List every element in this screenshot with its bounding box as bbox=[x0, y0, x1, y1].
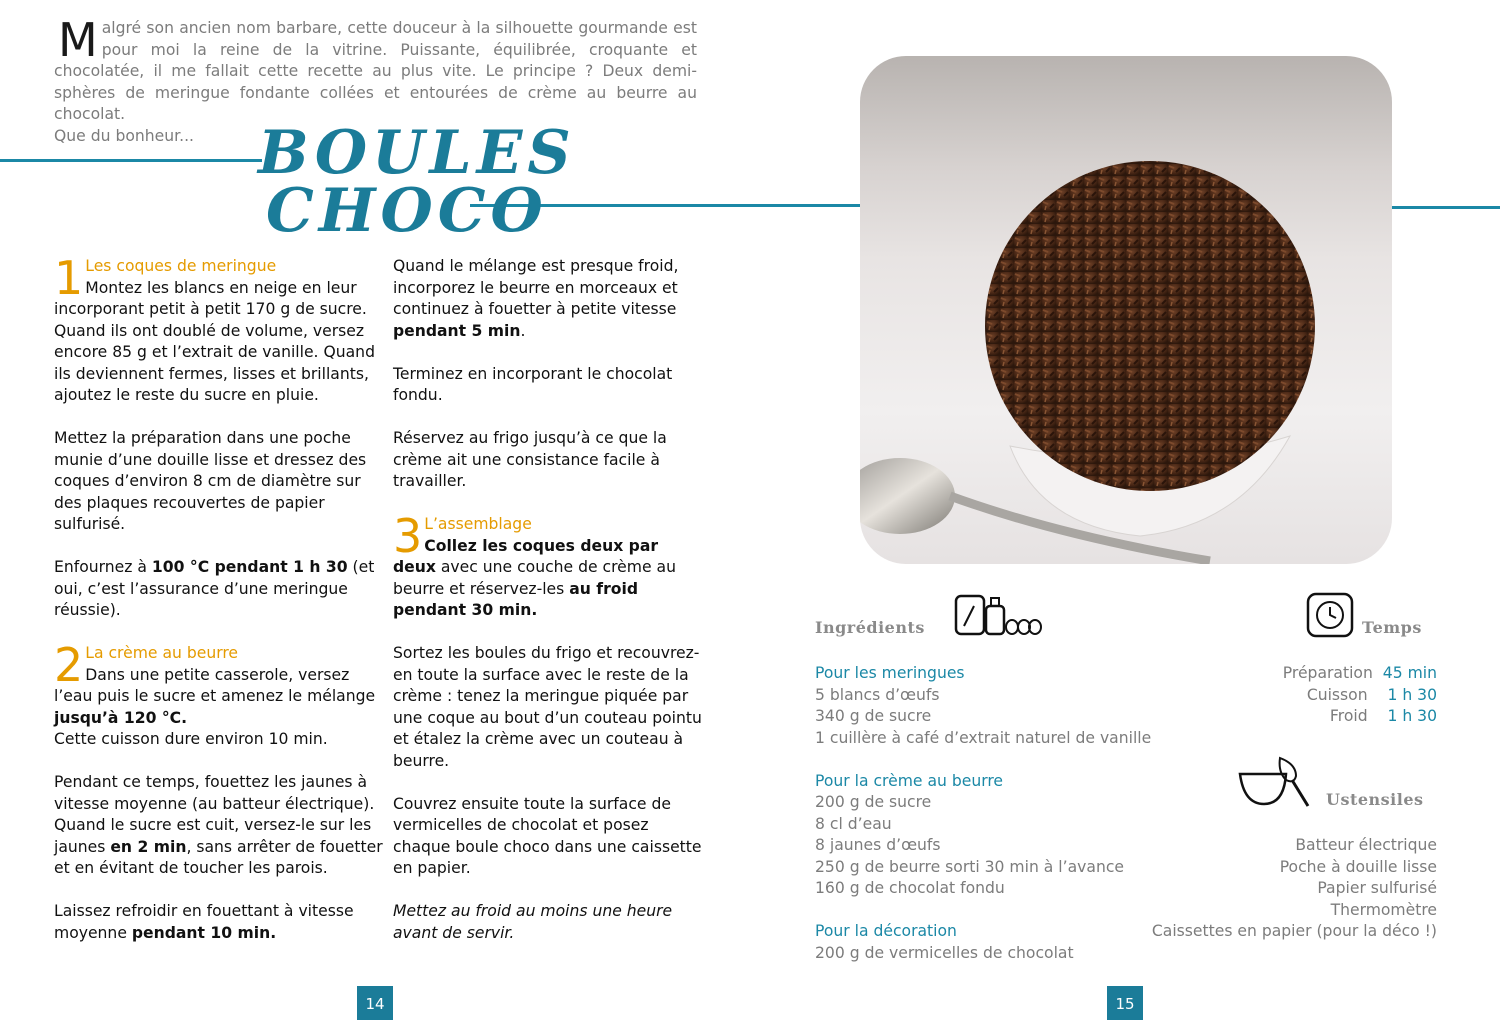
ustensile-item: Thermomètre bbox=[1330, 900, 1437, 919]
ingredient-item: 8 jaunes d’œufs bbox=[815, 836, 941, 854]
step2-paragraph2: Pendant ce temps, fouettez les jaunes à vitesse moyenne (au batteur électrique). Quand le sucre est cuit, versez-le sur les jaunes en 2 min, sans arrêter de fouetter et en évitant de toucher les parois. bbox=[54, 773, 383, 877]
temps-row: Froid 1 h 30 bbox=[1329, 707, 1437, 725]
recipe-title-line1: BOULES bbox=[258, 118, 576, 188]
step2-paragraph3: Laissez refroidir en fouettant à vitesse moyenne pendant 10 min. bbox=[54, 902, 354, 942]
ingredient-item: 160 g de chocolat fondu bbox=[815, 879, 1005, 897]
bottles-eggs-icon bbox=[954, 592, 1042, 642]
timer-icon bbox=[1306, 592, 1354, 642]
ingredient-group-heading: Pour les meringues bbox=[815, 664, 965, 682]
step3-paragraph3: Couvrez ensuite toute la surface de vermicelles de chocolat et posez chaque boule choco dans une caissette en papier. bbox=[393, 794, 702, 877]
step3-paragraph2: Sortez les boules du frigo et recouvrez-en toute la surface avec le reste de la crème : tenez la meringue piquée par une coque au bout d’un couteau pointu et étalez la crème avec un couteau à beurre. bbox=[393, 644, 702, 770]
ingredient-item: 5 blancs d’œufs bbox=[815, 685, 940, 704]
ingredient-item: 1 cuillère à café d’extrait naturel de vanille bbox=[815, 728, 1152, 747]
bowl-whisk-icon bbox=[1238, 756, 1322, 812]
title-rule-right bbox=[1392, 206, 1500, 209]
ingredient-group-heading: Pour la décoration bbox=[815, 922, 957, 940]
temps-title: Temps bbox=[1362, 618, 1422, 637]
col2-paragraph1: Quand le mélange est presque froid, incorporez le beurre en morceaux et continuez à fouetter à petite vitesse pendant 5 min. bbox=[393, 257, 679, 340]
ingredient-item: 340 g de sucre bbox=[815, 707, 932, 725]
intro-dropcap: M bbox=[58, 13, 98, 67]
col2-paragraph2: Terminez en incorporant le chocolat fondu. bbox=[393, 364, 673, 404]
recipe-title-line2: CHOCO bbox=[266, 176, 548, 246]
step1-paragraph2: Mettez la préparation dans une poche munie d’une douille lisse et dressez des coques d’environ 8 cm de diamètre sur des plaques recouvertes de papier sulfurisé. bbox=[54, 429, 367, 533]
ingredient-item: 200 g de vermicelles de chocolat bbox=[815, 943, 1074, 962]
step2-heading: La crème au beurre bbox=[85, 644, 239, 662]
temps-row: Cuisson 1 h 30 bbox=[1306, 685, 1437, 704]
step3-paragraph1: Collez les coques deux par deux avec une couche de crème au beurre et réservez-les au froid pendant 30 min. bbox=[393, 536, 676, 619]
ingredient-item: 200 g de sucre bbox=[815, 793, 932, 811]
steps-column-2 bbox=[393, 256, 703, 966]
ingredient-item: 8 cl d’eau bbox=[815, 814, 892, 833]
ustensiles-title: Ustensiles bbox=[1326, 790, 1424, 809]
recipe-photo bbox=[860, 56, 1392, 564]
ingredient-group-heading: Pour la crème au beurre bbox=[815, 771, 1004, 790]
steps-column-1 bbox=[54, 251, 384, 966]
ustensile-item: Batteur électrique bbox=[1295, 836, 1437, 854]
temps-list bbox=[1240, 663, 1437, 728]
temps-row: Préparation 45 min bbox=[1282, 664, 1437, 682]
step3-heading: L’assemblage bbox=[424, 515, 532, 533]
step2-number: 2 bbox=[54, 638, 84, 692]
title-rule-left bbox=[0, 159, 262, 162]
page-number-left: 14 bbox=[357, 986, 393, 1020]
ingredients-list bbox=[815, 663, 1151, 964]
ustensile-item: Poche à douille lisse bbox=[1279, 857, 1437, 876]
intro-text: algré son ancien nom barbare, cette douceur à la silhouette gourmande est pour moi la reine de la vitrine. Puissante, équilibrée, croquante et chocolatée, il me fallait cette recette au plus vite. Le principe ? Deux demi-sphères de meringue fondante collées et entourées de crème au beurre au chocolat. bbox=[54, 19, 697, 123]
ingredient-item: 250 g de beurre sorti 30 min à l’avance bbox=[815, 857, 1124, 876]
ingredients-title: Ingrédients bbox=[815, 618, 925, 637]
step1-paragraph1: Montez les blancs en neige en leur incorporant petit à petit 170 g de sucre. Quand ils ont doublé de volume, versez encore 85 g et l’extrait de vanille. Quand ils deviennent fermes, lisses et brillants, ajoutez le reste du sucre en pluie. bbox=[54, 278, 375, 404]
chocolate-ball-photo bbox=[860, 56, 1392, 564]
step1-heading: Les coques de meringue bbox=[85, 257, 277, 275]
step1-number: 1 bbox=[54, 251, 84, 305]
ustensile-item: Papier sulfurisé bbox=[1317, 879, 1437, 897]
step3-paragraph4: Mettez au froid au moins une heure avant de servir. bbox=[393, 902, 673, 942]
intro-tail: Que du bonheur... bbox=[54, 126, 194, 145]
recipe-title bbox=[258, 118, 576, 246]
step2-paragraph1: Dans une petite casserole, versez l’eau puis le sucre et amenez le mélange jusqu’à 120 °C. Cette cuisson dure environ 10 min. bbox=[54, 665, 376, 748]
ustensile-item: Caissettes en papier (pour la déco !) bbox=[1151, 922, 1437, 940]
page-number-right: 15 bbox=[1107, 986, 1143, 1020]
step3-number: 3 bbox=[393, 509, 423, 563]
ustensiles-list bbox=[1140, 835, 1437, 943]
step1-paragraph3: Enfournez à 100 °C pendant 1 h 30 (et oui, c’est l’assurance d’une meringue réussie). bbox=[54, 558, 375, 619]
col2-paragraph3: Réservez au frigo jusqu’à ce que la crème ait une consistance facile à travailler. bbox=[393, 429, 667, 490]
